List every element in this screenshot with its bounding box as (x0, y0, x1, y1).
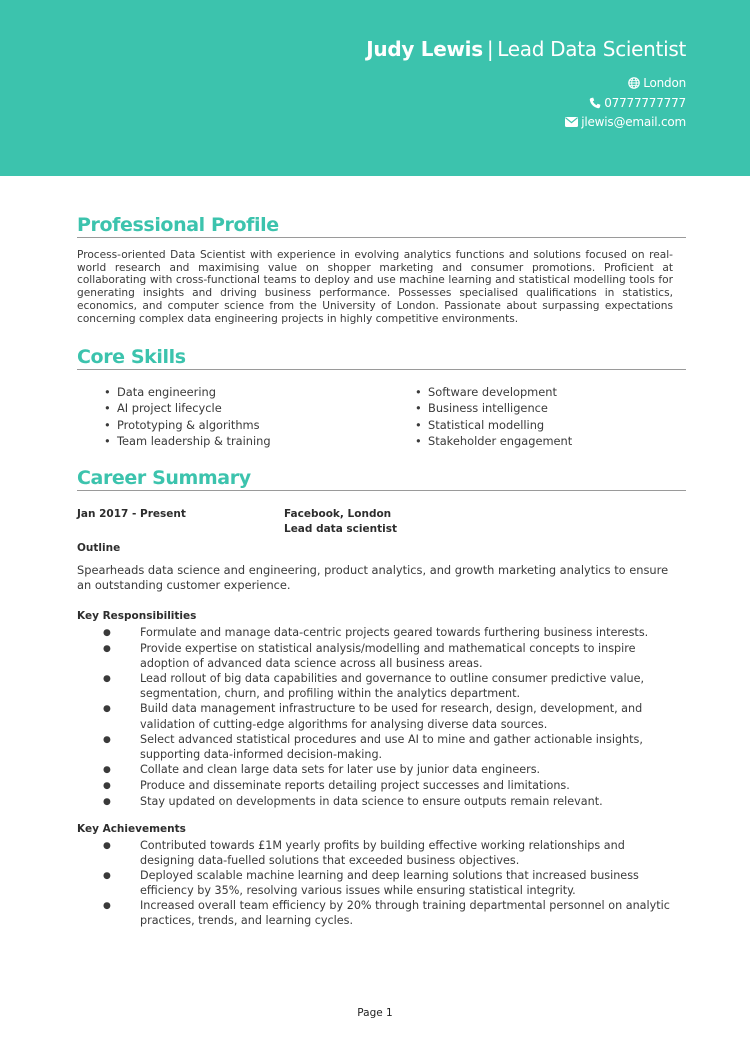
skill-label: Business intelligence (428, 401, 548, 416)
list-item (100, 762, 680, 778)
list-item-text: Select advanced statistical procedures and use AI to mine and gather actionable insights, supporting data-informed decision-making. (140, 732, 643, 761)
skill-item (104, 384, 271, 400)
outline-heading: Outline (77, 542, 121, 554)
bullet-icon: ● (103, 704, 111, 715)
list-item-text: Collate and clean large data sets for later use by junior data engineers. (140, 762, 541, 776)
header-banner (0, 0, 750, 176)
bullet-icon: ● (103, 734, 111, 745)
skill-item (415, 417, 572, 433)
skill-label: Stakeholder engagement (428, 434, 573, 449)
list-item-text: Stay updated on developments in data science to ensure outputs remain relevant. (140, 795, 603, 809)
section-heading-career: Career Summary (77, 467, 686, 491)
bullet-icon: • (104, 417, 111, 432)
skill-label: Team leadership & training (117, 434, 271, 449)
profile-text: Process-oriented Data Scientist with experience in evolving analytics functions and solutions focused on real-world research and maximising value on shopper marketing and consumer promotions. Proficient at collaborating with cross-functional teams to deploy and use machine learning and statistical modelling tools for generating insights and driving business performance. Possesses specialised qualifications in statistics, economics, and computer science from the University of London. Passionate about surpassing expectations concerning complex data engineering projects in highly competitive environments. (77, 249, 673, 325)
list-item (100, 671, 680, 701)
list-item (100, 778, 680, 794)
skill-item (104, 400, 271, 416)
bullet-icon: • (415, 401, 422, 416)
bullet-icon: • (415, 434, 422, 449)
list-item (100, 794, 680, 810)
list-item-text: Provide expertise on statistical analysis/modelling and mathematical concepts to inspire adoption of advanced data science across all business areas. (140, 642, 636, 671)
job-company: Facebook, London (284, 508, 392, 520)
list-item-text: Lead rollout of big data capabilities and governance to outline consumer predictive value, segmentation, churn, and profiling within the analytics department. (140, 672, 645, 701)
contact-email (565, 115, 686, 129)
email-text: jlewis@email.com (581, 115, 686, 129)
bullet-icon: ● (103, 628, 111, 638)
bullet-icon: ● (103, 901, 111, 912)
skill-label: Prototyping & algorithms (117, 417, 260, 432)
skills-right-column (415, 384, 572, 450)
section-heading-skills: Core Skills (77, 346, 686, 370)
bullet-icon: ● (103, 841, 111, 851)
bullet-icon: ● (103, 674, 111, 685)
bullet-icon: ● (103, 871, 111, 882)
phone-text: 07777777777 (604, 96, 686, 110)
achievements-list (100, 838, 680, 929)
bullet-icon: • (415, 385, 422, 399)
bullet-icon: • (415, 417, 422, 432)
candidate-name: Judy Lewis (366, 37, 483, 61)
job-dates: Jan 2017 - Present (77, 508, 186, 520)
list-item (100, 838, 680, 868)
skill-item (415, 433, 572, 449)
list-item (100, 641, 680, 671)
list-item-text: Deployed scalable machine learning and deep learning solutions that increased business efficiency by 35%, resolving various issues while ensuring statistical integrity. (140, 869, 639, 898)
bullet-icon: • (104, 434, 111, 449)
page-title (366, 37, 686, 61)
skill-label: Data engineering (117, 385, 216, 399)
section-heading-profile: Professional Profile (77, 214, 686, 238)
skill-label: Statistical modelling (428, 417, 545, 432)
skill-item (104, 417, 271, 433)
list-item-text: Contributed towards £1M yearly profits by building effective working relationships and designing data-fuelled solutions that exceeded business objectives. (140, 839, 625, 868)
skill-label: AI project lifecycle (117, 401, 222, 416)
list-item (100, 732, 680, 762)
list-item-text: Produce and disseminate reports detailing project successes and limitations. (140, 778, 570, 792)
bullet-icon: ● (103, 764, 111, 775)
bullet-icon: ● (103, 797, 111, 808)
list-item (100, 701, 680, 731)
list-item (100, 868, 680, 898)
responsibilities-list (100, 625, 680, 810)
contact-location (628, 76, 686, 90)
bullet-icon: • (104, 401, 111, 416)
list-item-text: Formulate and manage data-centric projects geared towards furthering business interests. (140, 626, 649, 639)
skill-label: Software development (428, 385, 557, 399)
responsibilities-heading: Key Responsibilities (77, 610, 197, 622)
job-role: Lead data scientist (284, 523, 397, 535)
list-item-text: Build data management infrastructure to be used for research, design, development, and validation of cutting-edge algorithms for analysing diverse data sources. (140, 702, 643, 731)
bullet-icon: ● (103, 780, 111, 791)
outline-text: Spearheads data science and engineering, product analytics, and growth marketing analytics to ensure an outstanding customer experience. (77, 563, 669, 592)
skill-item (415, 384, 572, 400)
achievements-heading: Key Achievements (77, 823, 186, 835)
page-number: Page 1 (357, 1007, 393, 1019)
title-separator: | (486, 37, 494, 61)
phone-icon (589, 97, 601, 109)
location-text: London (643, 76, 686, 90)
envelope-icon (565, 117, 578, 127)
skills-left-column (104, 384, 271, 450)
globe-icon (628, 77, 640, 89)
bullet-icon: ● (103, 644, 111, 655)
skill-item (104, 433, 271, 449)
bullet-icon: • (104, 385, 111, 399)
skill-item (415, 400, 572, 416)
job-title: Lead Data Scientist (497, 37, 686, 61)
contact-phone (589, 96, 686, 110)
list-item (100, 898, 680, 928)
list-item-text: Increased overall team efficiency by 20% through training departmental personnel on analytic practices, trends, and learning cycles. (140, 899, 670, 928)
list-item (100, 625, 680, 641)
